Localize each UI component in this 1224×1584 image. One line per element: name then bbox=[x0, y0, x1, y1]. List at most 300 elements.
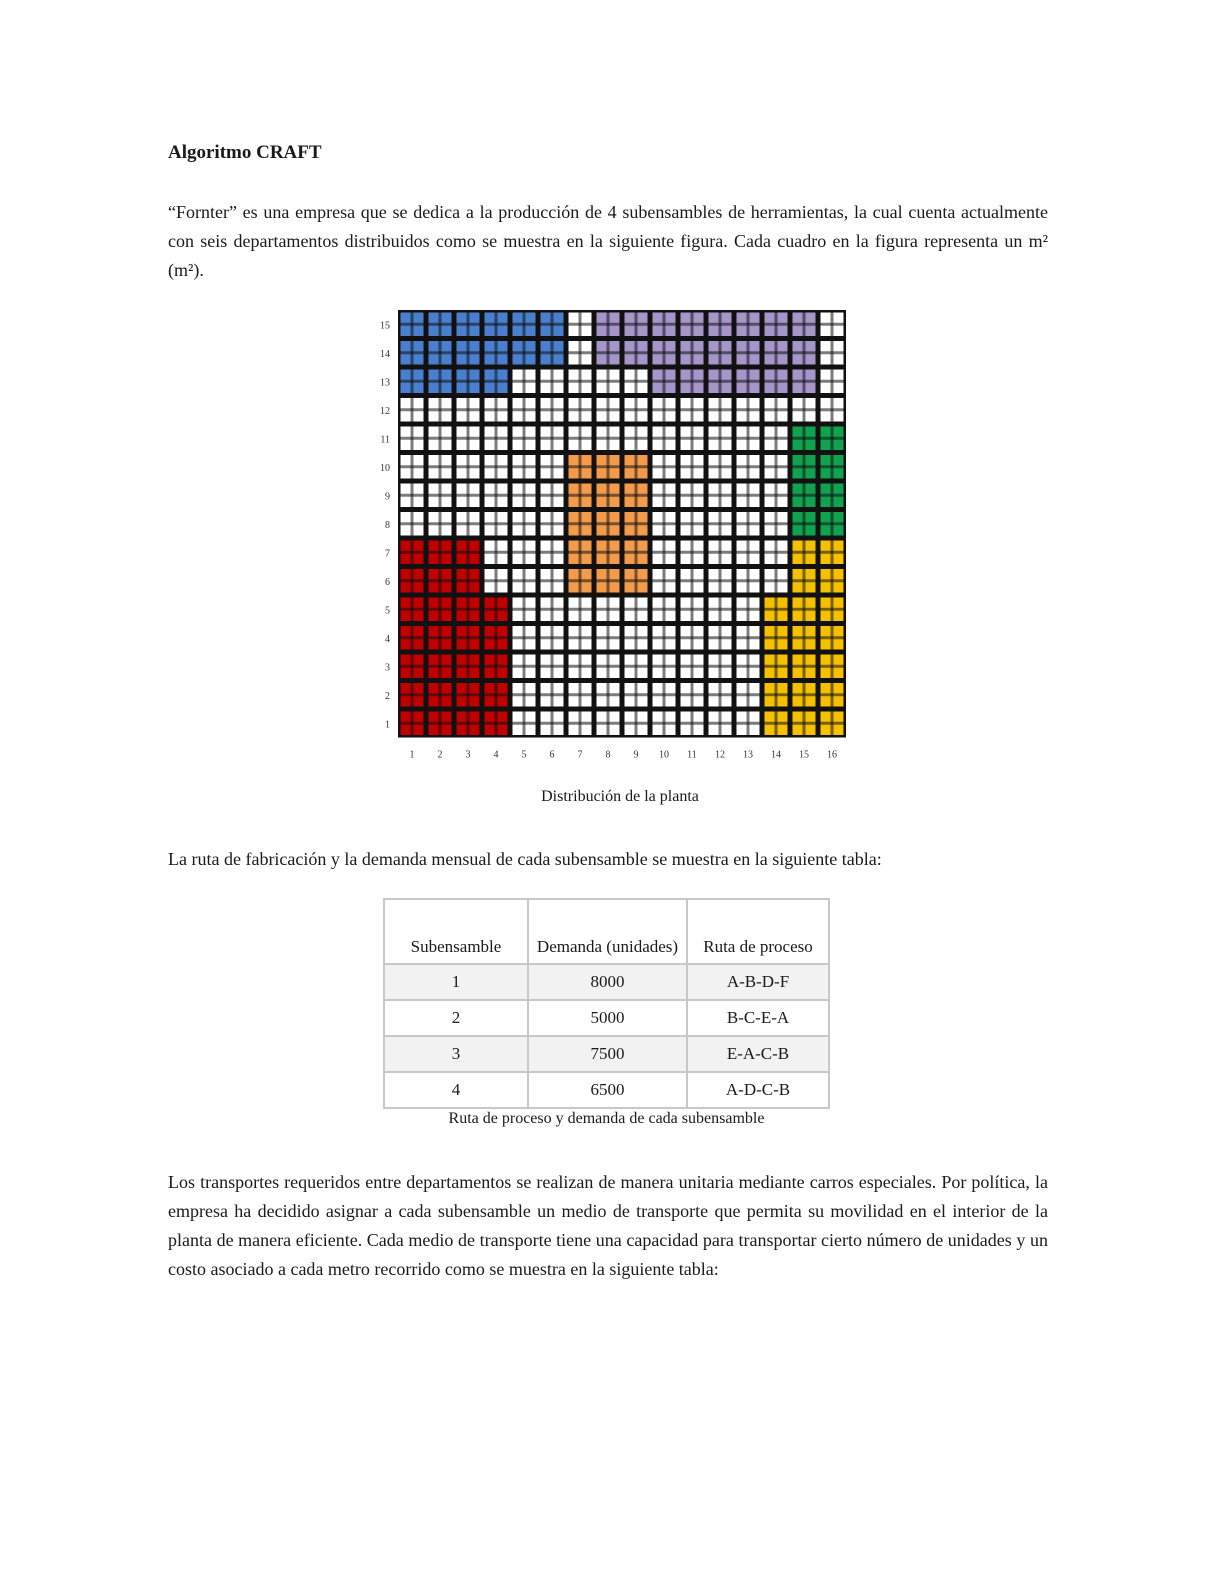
empty-cell bbox=[457, 484, 480, 508]
x-tick-label: 6 bbox=[549, 749, 555, 761]
department-cell-A bbox=[513, 313, 536, 337]
empty-cell bbox=[513, 569, 536, 593]
empty-cell bbox=[709, 712, 732, 736]
x-tick-label: 4 bbox=[493, 749, 499, 761]
department-cell-F bbox=[821, 569, 844, 593]
department-cell-A bbox=[513, 341, 536, 365]
empty-cell bbox=[709, 598, 732, 622]
department-cell-A bbox=[541, 341, 564, 365]
empty-cell bbox=[429, 512, 452, 536]
department-cell-C bbox=[597, 569, 620, 593]
empty-cell bbox=[597, 626, 620, 650]
y-tick-label: 7 bbox=[385, 548, 390, 560]
x-tick-label: 16 bbox=[827, 749, 837, 761]
empty-cell bbox=[597, 598, 620, 622]
empty-cell bbox=[569, 398, 592, 422]
department-cell-A bbox=[429, 370, 452, 394]
department-cell-E bbox=[485, 626, 508, 650]
empty-cell bbox=[709, 626, 732, 650]
department-cell-D bbox=[821, 455, 844, 479]
y-tick-label: 12 bbox=[380, 405, 390, 417]
department-cell-E bbox=[429, 712, 452, 736]
empty-cell bbox=[457, 427, 480, 451]
empty-cell bbox=[821, 398, 844, 422]
empty-cell bbox=[709, 569, 732, 593]
department-cell-A bbox=[485, 370, 508, 394]
department-cell-D bbox=[821, 484, 844, 508]
empty-cell bbox=[709, 683, 732, 707]
empty-cell bbox=[625, 370, 648, 394]
department-cell-F bbox=[765, 712, 788, 736]
empty-cell bbox=[541, 598, 564, 622]
empty-cell bbox=[709, 541, 732, 565]
department-cell-F bbox=[821, 712, 844, 736]
y-tick-label: 11 bbox=[380, 434, 390, 446]
department-cell-E bbox=[401, 541, 424, 565]
department-cell-B bbox=[625, 313, 648, 337]
empty-cell bbox=[513, 712, 536, 736]
empty-cell bbox=[765, 512, 788, 536]
department-cell-E bbox=[429, 683, 452, 707]
department-cell-E bbox=[457, 683, 480, 707]
department-cell-E bbox=[457, 655, 480, 679]
department-cell-B bbox=[765, 370, 788, 394]
x-tick-label: 12 bbox=[715, 749, 725, 761]
empty-cell bbox=[737, 455, 760, 479]
department-cell-F bbox=[821, 626, 844, 650]
empty-cell bbox=[485, 398, 508, 422]
empty-cell bbox=[541, 398, 564, 422]
empty-cell bbox=[653, 512, 676, 536]
x-tick-label: 7 bbox=[577, 749, 583, 761]
department-cell-C bbox=[597, 541, 620, 565]
empty-cell bbox=[485, 427, 508, 451]
department-cell-B bbox=[597, 341, 620, 365]
department-cell-F bbox=[821, 655, 844, 679]
department-cell-C bbox=[569, 455, 592, 479]
empty-cell bbox=[597, 427, 620, 451]
empty-cell bbox=[653, 569, 676, 593]
empty-cell bbox=[541, 512, 564, 536]
table-row bbox=[384, 964, 829, 1000]
empty-cell bbox=[681, 484, 704, 508]
empty-cell bbox=[625, 398, 648, 422]
department-cell-A bbox=[429, 313, 452, 337]
department-cell-F bbox=[793, 569, 816, 593]
empty-cell bbox=[681, 598, 704, 622]
department-cell-B bbox=[653, 341, 676, 365]
department-cell-B bbox=[681, 341, 704, 365]
empty-cell bbox=[513, 370, 536, 394]
department-cell-E bbox=[485, 598, 508, 622]
department-cell-E bbox=[401, 683, 424, 707]
department-cell-C bbox=[625, 455, 648, 479]
department-cell-B bbox=[737, 370, 760, 394]
y-tick-label: 4 bbox=[385, 633, 390, 645]
department-cell-C bbox=[569, 569, 592, 593]
department-cell-E bbox=[457, 712, 480, 736]
empty-cell bbox=[513, 427, 536, 451]
empty-cell bbox=[821, 370, 844, 394]
empty-cell bbox=[597, 398, 620, 422]
empty-cell bbox=[709, 484, 732, 508]
department-cell-C bbox=[625, 569, 648, 593]
empty-cell bbox=[513, 484, 536, 508]
department-cell-B bbox=[737, 341, 760, 365]
department-cell-A bbox=[429, 341, 452, 365]
department-cell-F bbox=[821, 541, 844, 565]
department-cell-E bbox=[429, 598, 452, 622]
empty-cell bbox=[737, 655, 760, 679]
department-cell-F bbox=[821, 598, 844, 622]
x-tick-label: 3 bbox=[465, 749, 471, 761]
department-cell-E bbox=[401, 569, 424, 593]
empty-cell bbox=[737, 541, 760, 565]
empty-cell bbox=[513, 455, 536, 479]
department-cell-B bbox=[793, 313, 816, 337]
department-cell-D bbox=[793, 427, 816, 451]
department-cell-F bbox=[821, 683, 844, 707]
y-tick-label: 6 bbox=[385, 576, 390, 588]
department-cell-D bbox=[793, 512, 816, 536]
department-cell-A bbox=[401, 341, 424, 365]
empty-cell bbox=[513, 683, 536, 707]
empty-cell bbox=[457, 455, 480, 479]
empty-cell bbox=[569, 655, 592, 679]
cell-ruta: E-A-C-B bbox=[687, 1036, 829, 1072]
empty-cell bbox=[625, 683, 648, 707]
empty-cell bbox=[597, 683, 620, 707]
table-caption: Ruta de proceso y demanda de cada subensamble bbox=[448, 1110, 765, 1127]
cell-subensamble: 2 bbox=[384, 1000, 528, 1036]
figure-caption: Distribución de la planta bbox=[541, 788, 699, 805]
cell-demanda: 7500 bbox=[528, 1036, 687, 1072]
empty-cell bbox=[681, 626, 704, 650]
empty-cell bbox=[513, 598, 536, 622]
empty-cell bbox=[653, 427, 676, 451]
empty-cell bbox=[653, 398, 676, 422]
department-cell-C bbox=[569, 541, 592, 565]
empty-cell bbox=[681, 683, 704, 707]
y-tick-label: 8 bbox=[385, 519, 390, 531]
department-cell-C bbox=[597, 455, 620, 479]
x-tick-label: 11 bbox=[687, 749, 697, 761]
empty-cell bbox=[765, 569, 788, 593]
empty-cell bbox=[429, 484, 452, 508]
cell-ruta: A-B-D-F bbox=[687, 964, 829, 1000]
empty-cell bbox=[569, 683, 592, 707]
department-cell-B bbox=[681, 313, 704, 337]
empty-cell bbox=[737, 427, 760, 451]
empty-cell bbox=[569, 427, 592, 451]
intro-paragraph: “Fornter” es una empresa que se dedica a la producción de 4 subensambles de herramientas, la cual cuenta actualmente con seis departamentos distribuidos como se muestra en la siguiente figura. Cada cuadro en la figura representa un m² (m²). bbox=[168, 202, 1048, 280]
department-cell-E bbox=[429, 569, 452, 593]
empty-cell bbox=[653, 484, 676, 508]
y-tick-label: 1 bbox=[385, 719, 390, 731]
empty-cell bbox=[765, 427, 788, 451]
empty-cell bbox=[513, 541, 536, 565]
empty-cell bbox=[653, 626, 676, 650]
empty-cell bbox=[681, 512, 704, 536]
empty-cell bbox=[765, 541, 788, 565]
department-cell-A bbox=[457, 341, 480, 365]
empty-cell bbox=[653, 598, 676, 622]
empty-cell bbox=[513, 398, 536, 422]
department-cell-B bbox=[709, 370, 732, 394]
table-row bbox=[384, 1036, 829, 1072]
y-tick-label: 10 bbox=[380, 462, 390, 474]
department-cell-B bbox=[681, 370, 704, 394]
header-ruta: Ruta de proceso bbox=[687, 899, 829, 964]
empty-cell bbox=[625, 598, 648, 622]
empty-cell bbox=[569, 313, 592, 337]
empty-cell bbox=[401, 512, 424, 536]
x-tick-label: 1 bbox=[409, 749, 415, 761]
department-cell-E bbox=[429, 655, 452, 679]
x-tick-label: 14 bbox=[771, 749, 781, 761]
y-tick-label: 14 bbox=[380, 348, 390, 360]
department-cell-E bbox=[401, 598, 424, 622]
department-cell-B bbox=[793, 341, 816, 365]
department-cell-A bbox=[401, 313, 424, 337]
department-cell-C bbox=[625, 484, 648, 508]
empty-cell bbox=[681, 398, 704, 422]
department-cell-C bbox=[625, 512, 648, 536]
plant-layout-figure bbox=[370, 306, 870, 816]
empty-cell bbox=[541, 370, 564, 394]
department-cell-D bbox=[793, 455, 816, 479]
empty-cell bbox=[569, 712, 592, 736]
empty-cell bbox=[429, 398, 452, 422]
department-cell-B bbox=[793, 370, 816, 394]
x-tick-label: 15 bbox=[799, 749, 809, 761]
plant-layout-grid bbox=[370, 306, 870, 786]
table-header-row bbox=[384, 899, 829, 964]
department-cell-D bbox=[821, 512, 844, 536]
cell-subensamble: 4 bbox=[384, 1072, 528, 1108]
header-subensamble: Subensamble bbox=[384, 899, 528, 964]
empty-cell bbox=[485, 455, 508, 479]
department-cell-A bbox=[485, 341, 508, 365]
department-cell-B bbox=[597, 313, 620, 337]
department-cell-C bbox=[569, 512, 592, 536]
empty-cell bbox=[709, 427, 732, 451]
table-row bbox=[384, 1000, 829, 1036]
empty-cell bbox=[513, 512, 536, 536]
empty-cell bbox=[681, 455, 704, 479]
department-cell-B bbox=[765, 341, 788, 365]
empty-cell bbox=[541, 427, 564, 451]
empty-cell bbox=[737, 398, 760, 422]
empty-cell bbox=[401, 484, 424, 508]
empty-cell bbox=[485, 569, 508, 593]
x-tick-label: 8 bbox=[605, 749, 611, 761]
empty-cell bbox=[821, 313, 844, 337]
cell-ruta: A-D-C-B bbox=[687, 1072, 829, 1108]
section-heading: Algoritmo CRAFT bbox=[168, 142, 322, 163]
department-cell-E bbox=[401, 655, 424, 679]
empty-cell bbox=[653, 712, 676, 736]
cell-subensamble: 3 bbox=[384, 1036, 528, 1072]
department-cell-F bbox=[765, 683, 788, 707]
empty-cell bbox=[709, 655, 732, 679]
empty-cell bbox=[541, 541, 564, 565]
empty-cell bbox=[569, 370, 592, 394]
y-tick-label: 13 bbox=[380, 377, 390, 389]
department-cell-F bbox=[765, 598, 788, 622]
department-cell-A bbox=[485, 313, 508, 337]
department-cell-F bbox=[793, 712, 816, 736]
empty-cell bbox=[625, 427, 648, 451]
empty-cell bbox=[429, 427, 452, 451]
x-tick-label: 10 bbox=[659, 749, 669, 761]
department-cell-E bbox=[457, 541, 480, 565]
department-cell-E bbox=[457, 598, 480, 622]
empty-cell bbox=[485, 512, 508, 536]
department-cell-A bbox=[457, 370, 480, 394]
empty-cell bbox=[597, 712, 620, 736]
empty-cell bbox=[597, 655, 620, 679]
x-tick-label: 5 bbox=[521, 749, 527, 761]
empty-cell bbox=[429, 455, 452, 479]
empty-cell bbox=[625, 712, 648, 736]
department-cell-B bbox=[765, 313, 788, 337]
department-cell-F bbox=[765, 626, 788, 650]
empty-cell bbox=[681, 427, 704, 451]
department-cell-B bbox=[653, 370, 676, 394]
y-tick-label: 3 bbox=[385, 662, 390, 674]
empty-cell bbox=[765, 455, 788, 479]
empty-cell bbox=[765, 398, 788, 422]
department-cell-A bbox=[401, 370, 424, 394]
empty-cell bbox=[681, 541, 704, 565]
empty-cell bbox=[737, 712, 760, 736]
cell-demanda: 6500 bbox=[528, 1072, 687, 1108]
empty-cell bbox=[569, 341, 592, 365]
department-cell-F bbox=[793, 541, 816, 565]
department-cell-F bbox=[765, 655, 788, 679]
y-tick-label: 5 bbox=[385, 605, 390, 617]
department-cell-F bbox=[793, 626, 816, 650]
empty-cell bbox=[737, 683, 760, 707]
empty-cell bbox=[541, 655, 564, 679]
empty-cell bbox=[653, 683, 676, 707]
empty-cell bbox=[737, 598, 760, 622]
empty-cell bbox=[737, 626, 760, 650]
empty-cell bbox=[681, 655, 704, 679]
empty-cell bbox=[765, 484, 788, 508]
empty-cell bbox=[457, 512, 480, 536]
empty-cell bbox=[541, 712, 564, 736]
x-tick-label: 9 bbox=[633, 749, 639, 761]
empty-cell bbox=[737, 569, 760, 593]
table-intro-paragraph: La ruta de fabricación y la demanda mensual de cada subensamble se muestra en la siguiente tabla: bbox=[168, 849, 882, 869]
department-cell-A bbox=[457, 313, 480, 337]
empty-cell bbox=[457, 398, 480, 422]
header-demanda: Demanda (unidades) bbox=[528, 899, 687, 964]
x-tick-label: 2 bbox=[437, 749, 443, 761]
empty-cell bbox=[485, 484, 508, 508]
department-cell-D bbox=[793, 484, 816, 508]
y-tick-label: 2 bbox=[385, 690, 390, 702]
empty-cell bbox=[541, 683, 564, 707]
empty-cell bbox=[681, 712, 704, 736]
empty-cell bbox=[653, 455, 676, 479]
empty-cell bbox=[681, 569, 704, 593]
cell-demanda: 5000 bbox=[528, 1000, 687, 1036]
empty-cell bbox=[709, 512, 732, 536]
department-cell-E bbox=[429, 541, 452, 565]
empty-cell bbox=[541, 626, 564, 650]
department-cell-B bbox=[737, 313, 760, 337]
department-cell-E bbox=[401, 626, 424, 650]
cell-subensamble: 1 bbox=[384, 964, 528, 1000]
department-cell-B bbox=[653, 313, 676, 337]
empty-cell bbox=[737, 484, 760, 508]
empty-cell bbox=[401, 398, 424, 422]
department-cell-E bbox=[485, 712, 508, 736]
empty-cell bbox=[541, 569, 564, 593]
y-tick-label: 9 bbox=[385, 491, 390, 503]
department-cell-E bbox=[485, 683, 508, 707]
demand-route-table bbox=[383, 898, 830, 1109]
department-cell-F bbox=[793, 655, 816, 679]
department-cell-E bbox=[401, 712, 424, 736]
empty-cell bbox=[513, 655, 536, 679]
department-cell-F bbox=[793, 598, 816, 622]
empty-cell bbox=[513, 626, 536, 650]
empty-cell bbox=[653, 655, 676, 679]
empty-cell bbox=[569, 598, 592, 622]
department-cell-B bbox=[709, 313, 732, 337]
empty-cell bbox=[485, 541, 508, 565]
empty-cell bbox=[401, 427, 424, 451]
empty-cell bbox=[737, 512, 760, 536]
x-tick-label: 13 bbox=[743, 749, 753, 761]
department-cell-D bbox=[821, 427, 844, 451]
empty-cell bbox=[401, 455, 424, 479]
empty-cell bbox=[597, 370, 620, 394]
cell-ruta: B-C-E-A bbox=[687, 1000, 829, 1036]
table-row bbox=[384, 1072, 829, 1108]
empty-cell bbox=[625, 655, 648, 679]
department-cell-A bbox=[541, 313, 564, 337]
department-cell-B bbox=[625, 341, 648, 365]
empty-cell bbox=[653, 541, 676, 565]
empty-cell bbox=[821, 341, 844, 365]
empty-cell bbox=[569, 626, 592, 650]
y-tick-label: 15 bbox=[380, 320, 390, 332]
department-cell-C bbox=[597, 484, 620, 508]
department-cell-B bbox=[709, 341, 732, 365]
department-cell-E bbox=[429, 626, 452, 650]
department-cell-E bbox=[457, 626, 480, 650]
empty-cell bbox=[709, 398, 732, 422]
empty-cell bbox=[541, 455, 564, 479]
department-cell-F bbox=[793, 683, 816, 707]
empty-cell bbox=[541, 484, 564, 508]
department-cell-C bbox=[597, 512, 620, 536]
cell-demanda: 8000 bbox=[528, 964, 687, 1000]
department-cell-E bbox=[457, 569, 480, 593]
empty-cell bbox=[793, 398, 816, 422]
department-cell-E bbox=[485, 655, 508, 679]
empty-cell bbox=[709, 455, 732, 479]
department-cell-C bbox=[569, 484, 592, 508]
closing-paragraph: Los transportes requeridos entre departamentos se realizan de manera unitaria mediante carros especiales. Por política, la empresa ha decidido asignar a cada subensamble un medio de transporte que permita su movilidad en el interior de la planta de manera eficiente. Cada medio de transporte tiene una capacidad para transportar cierto número de unidades y un costo asociado a cada metro recorrido como se muestra en la siguiente tabla: bbox=[168, 1172, 1048, 1279]
empty-cell bbox=[625, 626, 648, 650]
department-cell-C bbox=[625, 541, 648, 565]
